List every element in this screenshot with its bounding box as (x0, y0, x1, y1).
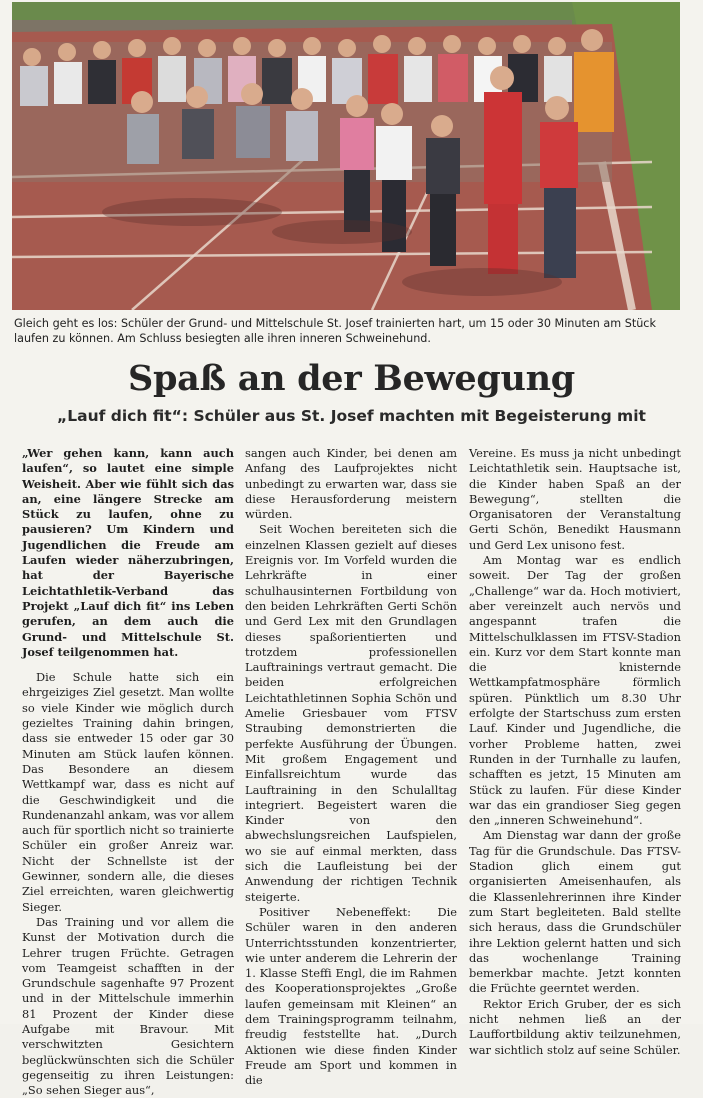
paragraph: sangen auch Kinder, bei denen am Anfang des Laufprojektes nicht unbedingt zu erwarten war, dass sie diese Herausforderung meistern würden. (245, 446, 457, 522)
paragraph: Das Training und vor allem die Kunst der Motivation durch die Lehrer trugen Früchte. Getragen vom Teamgeist schafften in der Grundschule sagenhafte 97 Prozent und in der Mittelschule immerhin 81 Prozent der Kinder diese Aufgabe mit Bravour. Mit verschwitzten Gesichtern beglückwünschten sich die Schüler gegenseitig zu ihren Leistungen: „So sehen Sieger aus“, (22, 914, 234, 1098)
article-lead: „Wer gehen kann, kann auch laufen“, so lautet eine simple Weisheit. Aber wie fühlt sich das an, eine längere Strecke am Stück zu laufen, ohne zu pausieren? Um Kindern und Jugendlichen die Freude am Laufen wieder näherzubringen, hat der Bayerische Leichtathletik-Verband das Projekt „Lauf dich fit“ ins Leben gerufen, an dem auch die Grund- und Mittelschule St. Josef teilgenommen hat. (22, 446, 234, 659)
article-column-2 (245, 446, 457, 1088)
paragraph: Rektor Erich Gruber, der es sich nicht nehmen ließ an der Lauffortbildung aktiv teilzunehmen, war sichtlich stolz auf seine Schüler. (469, 996, 681, 1057)
article-headline: Spaß an der Bewegung (128, 358, 575, 399)
article-photo (12, 2, 680, 310)
article-subheadline: „Lauf dich fit“: Schüler aus St. Josef machten mit Begeisterung mit (57, 407, 646, 425)
photo-runners-on-track-icon (12, 2, 680, 310)
paragraph: Vereine. Es muss ja nicht unbedingt Leichtathletik sein. Hauptsache ist, die Kinder haben Spaß an der Bewegung“, stellten die Organisatoren der Veranstaltung Gerti Schön, Benedikt Hausmann und Gerd Lex unisono fest. (469, 446, 681, 552)
paragraph: Positiver Nebeneffekt: Die Schüler waren in den anderen Unterrichtsstunden konzentrierter, wie unter anderem die Lehrerin der 1. Klasse Steffi Engl, die im Rahmen des Kooperationsprojektes „Große laufen gemeinsam mit Kleinen“ an dem Trainingsprogramm teilnahm, freudig feststellte hat. „Durch Aktionen wie diese finden Kinder Freude am Sport und kommen in die (245, 904, 457, 1088)
article-column-1 (22, 446, 234, 1098)
photo-caption: Gleich geht es los: Schüler der Grund- und Mittelschule St. Josef trainierten hart, um 15 oder 30 Minuten am Stück laufen zu können. Am Schluss besiegten alle ihren inneren Schweinehund. (14, 317, 656, 345)
article-column-3 (469, 446, 681, 1058)
paragraph: Die Schule hatte sich ein ehrgeiziges Ziel gesetzt. Man wollte so viele Kinder wie möglich durch gezieltes Training dahin bringen, dass sie entweder 15 oder gar 30 Minuten am Stück laufen können. Das Besondere an diesem Wettkampf war, dass es nicht auf die Geschwindigkeit und die Rundenanzahl ankam, was vor allem auch für sportlich nicht so trainierte Schüler ein großer Anreiz war. Nicht der Schnellste ist der Gewinner, sondern alle, die dieses Ziel erreichten, waren gleichwertig Sieger. (22, 670, 234, 914)
paragraph: Am Dienstag war dann der große Tag für die Grundschule. Das FTSV-Stadion glich einem gut organisierten Ameisenhaufen, als die Klassenlehrerinnen ihre Kinder zum Start begleiteten. Bald stellte sich heraus, dass die Grundschüler ihre Lektion gelernt hatten und sich das wochenlange Training bemerkbar machte. Jetzt konnten die Früchte geerntet werden. (469, 828, 681, 996)
paragraph: Seit Wochen bereiteten sich die einzelnen Klassen gezielt auf dieses Ereignis vor. Im Vorfeld wurden die Lehrkräfte in einer schulhausinternen Fortbildung von den beiden Lehrkräften Gerti Schön und Gerd Lex mit den Grundlagen dieses spaßorientierten und trotzdem professionellen Lauftrainings vertraut gemacht. Die beiden erfolgreichen Leichtathletinnen Sophia Schön und Amelie Griesbauer vom FTSV Straubing demonstrierten die perfekte Ausführung der Übungen. Mit großem Engagement und Einfallsreichtum wurde das Lauftraining in den Schulalltag integriert. Begeistert waren die Kinder von den abwechslungsreichen Laufspielen, wo sie auf einmal merkten, dass sich die Laufleistung bei der Anwendung der richtigen Technik steigerte. (245, 522, 457, 904)
paragraph: Am Montag war es endlich soweit. Der Tag der großen „Challenge“ war da. Hoch motiviert, aber vereinzelt auch nervös und angespannt trafen die Mittelschulklassen im FTSV-Stadion ein. Kurz vor dem Start konnte man die knisternde Wettkampfatmosphäre förmlich spüren. Pünktlich um 8.30 Uhr erfolgte der Startschuss zum ersten Lauf. Kinder und Jugendliche, die vorher Probleme hatten, zwei Runden in der Turnhalle zu laufen, schafften es jetzt, 15 Minuten am Stück zu laufen. Für diese Kinder war das ein grandioser Sieg gegen den „inneren Schweinehund“. (469, 553, 681, 828)
